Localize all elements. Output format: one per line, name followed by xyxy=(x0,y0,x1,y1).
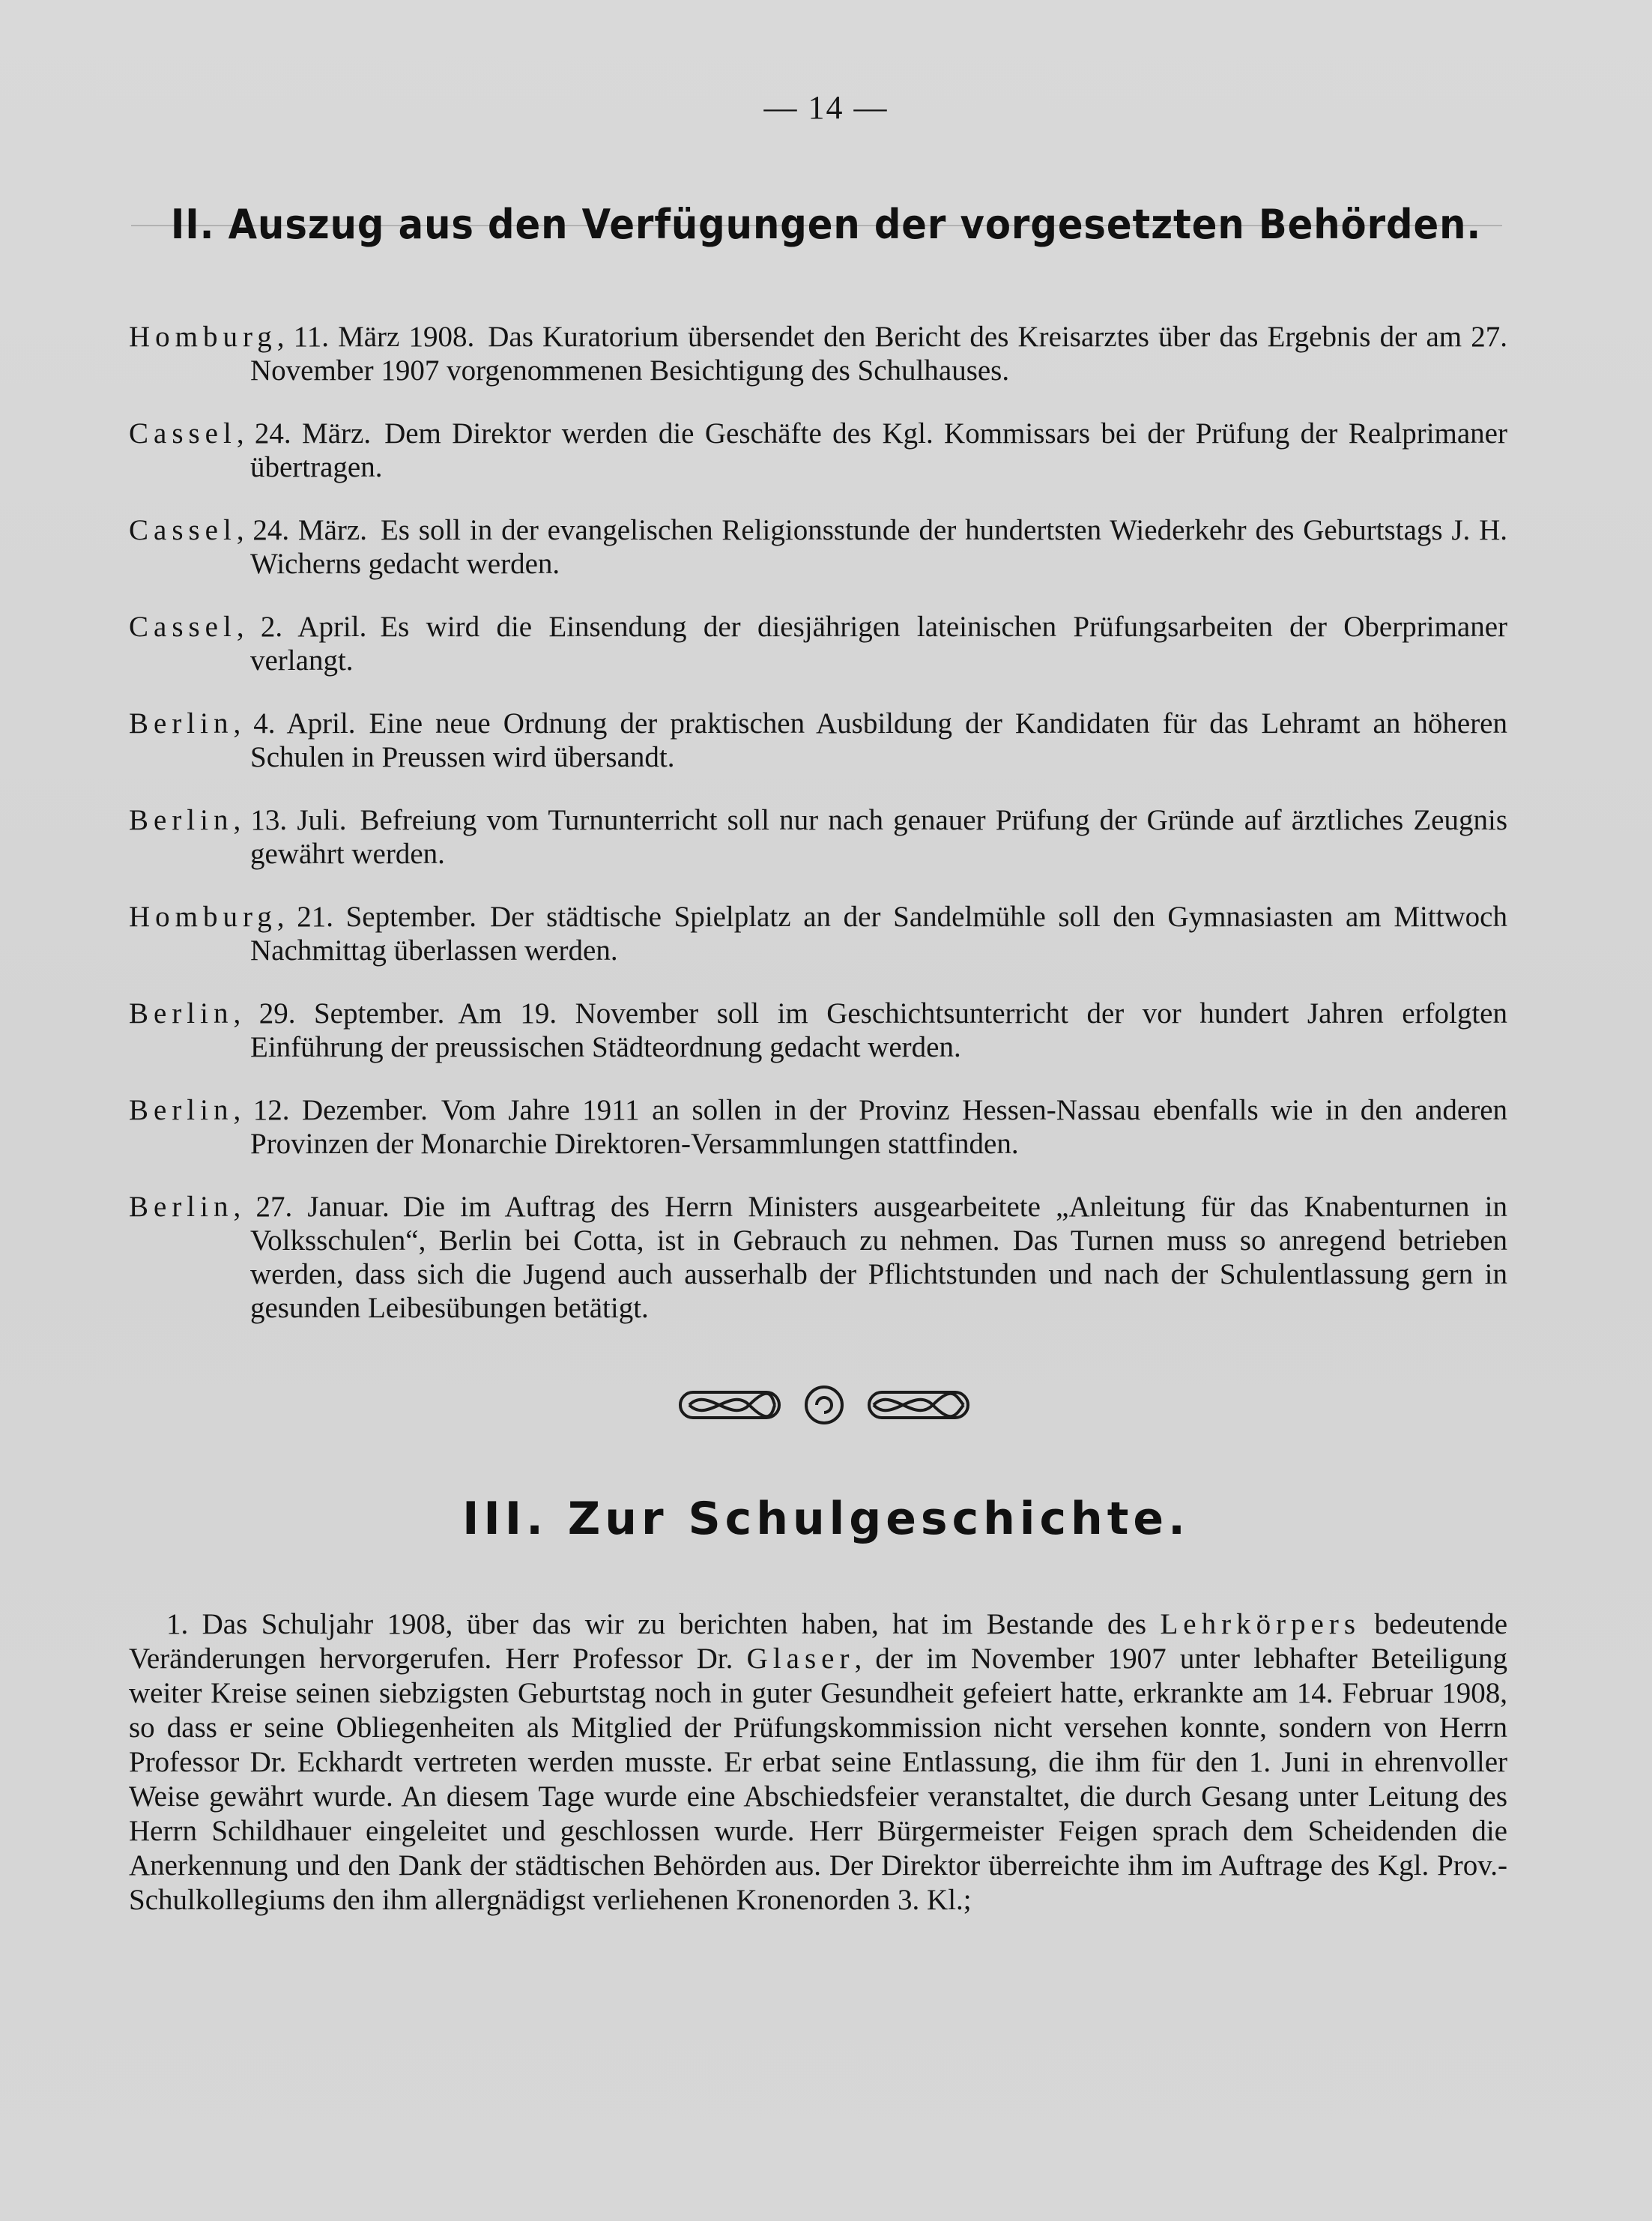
decree-date: , 24. März. xyxy=(236,514,367,546)
decree-entry-1 xyxy=(129,320,1507,387)
decree-place: Berlin xyxy=(129,1094,234,1126)
history-emphasis-lehrkoerper: Lehrkörpers xyxy=(1160,1608,1361,1640)
decree-date: , 2. April. xyxy=(236,611,367,643)
decree-text: Eine neue Ordnung der praktischen Ausbildung der Kandidaten für das Lehramt an höheren Schulen in Preussen wird übersandt. xyxy=(250,707,1507,773)
decree-entry-5 xyxy=(129,707,1507,774)
decree-place: Cassel xyxy=(129,417,237,450)
section-2-title: II. Auszug aus den Verfügungen der vorgesetzten Behörden. xyxy=(170,201,1482,248)
decree-entry-3 xyxy=(129,513,1507,581)
decree-entry-10 xyxy=(129,1190,1507,1325)
decree-text: Das Kuratorium übersendet den Bericht des Kreisarztes über das Ergebnis der am 27. November 1907 vorgenommenen Besichtigung des Schulhauses. xyxy=(250,321,1507,387)
decree-date: , 13. Juli. xyxy=(233,804,347,836)
decree-date: , 12. Dezember. xyxy=(233,1094,428,1126)
decree-text: Es soll in der evangelischen Religionsstunde der hundertsten Wiederkehr des Geburtstags J. H. Wicherns gedacht werden. xyxy=(250,514,1507,580)
decree-place: Berlin xyxy=(129,804,234,836)
section-3-title: III. Zur Schulgeschichte. xyxy=(462,1493,1190,1545)
decree-entry-6 xyxy=(129,803,1507,871)
decree-text: Es wird die Einsendung der diesjährigen lateinischen Prüfungsarbeiten der Oberprimaner verlangt. xyxy=(250,611,1507,677)
decree-text: Dem Direktor werden die Geschäfte des Kgl. Kommissars bei der Prüfung der Realprimaner übertragen. xyxy=(250,417,1507,483)
history-text-rest: , der im November 1907 unter lebhafter Beteiligung weiter Kreise seinen siebzigsten Geburtstag noch in guter Gesundheit gefeiert hatte, erkrankte am 14. Februar 1908, so dass er seine Obliegenheiten als Mitglied der Prüfungskommission nicht versehen konnte, sondern von Herrn Professor Dr. Eckhardt vertreten werden musste. Er erbat seine Entlassung, die ihm für den 1. Juni in ehrenvoller Weise gewährt wurde. An diesem Tage wurde eine Abschiedsfeier veranstaltet, die durch Gesang unter Leitung des Herrn Schildhauer eingeleitet und geschlossen wurde. Herr Bürgermeister Feigen sprach dem Scheidenden die Anerkennung und den Dank der städtischen Behörden aus. Der Direktor überreichte ihm im Auftrage des Kgl. Prov.-Schulkollegiums den ihm allergnädigst verliehenen Kronenorden 3. Kl.; xyxy=(129,1643,1508,1916)
school-history-paragraph xyxy=(129,1607,1507,1918)
scroll-ornament-icon xyxy=(674,1379,974,1431)
decree-entry-8 xyxy=(129,997,1507,1064)
decree-place: Homburg xyxy=(129,321,277,353)
page-number: — 14 — xyxy=(763,89,889,126)
decree-entry-2 xyxy=(129,417,1507,484)
decree-place: Homburg xyxy=(129,901,277,933)
decree-entry-7 xyxy=(129,900,1507,967)
decree-date: , 21. September. xyxy=(276,901,476,933)
decree-place: Berlin xyxy=(129,707,234,740)
decree-date: , 4. April. xyxy=(233,707,356,740)
decree-date: , 29. September. xyxy=(233,997,445,1030)
decree-text: Befreiung vom Turnunterricht soll nur nach genauer Prüfung der Gründe auf ärztliches Zeugnis gewährt werden. xyxy=(250,804,1507,870)
decree-place: Berlin xyxy=(129,1191,234,1223)
decree-list xyxy=(129,291,1507,1348)
history-text-mid: bedeutende Veränderungen hervorgerufen. Herr Professor Dr. xyxy=(129,1608,1508,1675)
decree-text: Der städtische Spielplatz an der Sandelmühle soll den Gymnasiasten am Mittwoch Nachmittag überlassen werden. xyxy=(250,901,1507,967)
history-emphasis-glaser: Glaser xyxy=(746,1643,855,1675)
decree-entry-9 xyxy=(129,1093,1507,1161)
decree-text: Die im Auftrag des Herrn Ministers ausgearbeitete „Anleitung für das Knabenturnen in Volksschulen“, Berlin bei Cotta, ist in Gebrauch zu nehmen. Das Turnen muss so anregend betrieben werden, dass sich die Jugend auch ausserhalb der Pflichtstunden und nach der Schulentlassung gern in gesunden Leibesübungen betätigt. xyxy=(250,1191,1507,1324)
decree-entry-4 xyxy=(129,610,1507,677)
history-text-start: 1. Das Schuljahr 1908, über das wir zu berichten haben, hat im Bestande des xyxy=(166,1608,1147,1640)
decree-place: Cassel xyxy=(129,611,237,643)
decree-place: Berlin xyxy=(129,997,234,1030)
decree-date: , 27. Januar. xyxy=(233,1191,390,1223)
decree-text: Vom Jahre 1911 an sollen in der Provinz Hessen-Nassau ebenfalls wie in den anderen Provinzen der Monarchie Direktoren-Versammlungen stattfinden. xyxy=(250,1094,1508,1160)
decree-date: , 24. März. xyxy=(236,417,372,450)
decree-text: Am 19. November soll im Geschichtsunterricht der vor hundert Jahren erfolgten Einführung der preussischen Städteordnung gedacht werden. xyxy=(250,997,1507,1063)
decree-place: Cassel xyxy=(129,514,237,546)
decree-date: , 11. März 1908. xyxy=(276,321,475,353)
